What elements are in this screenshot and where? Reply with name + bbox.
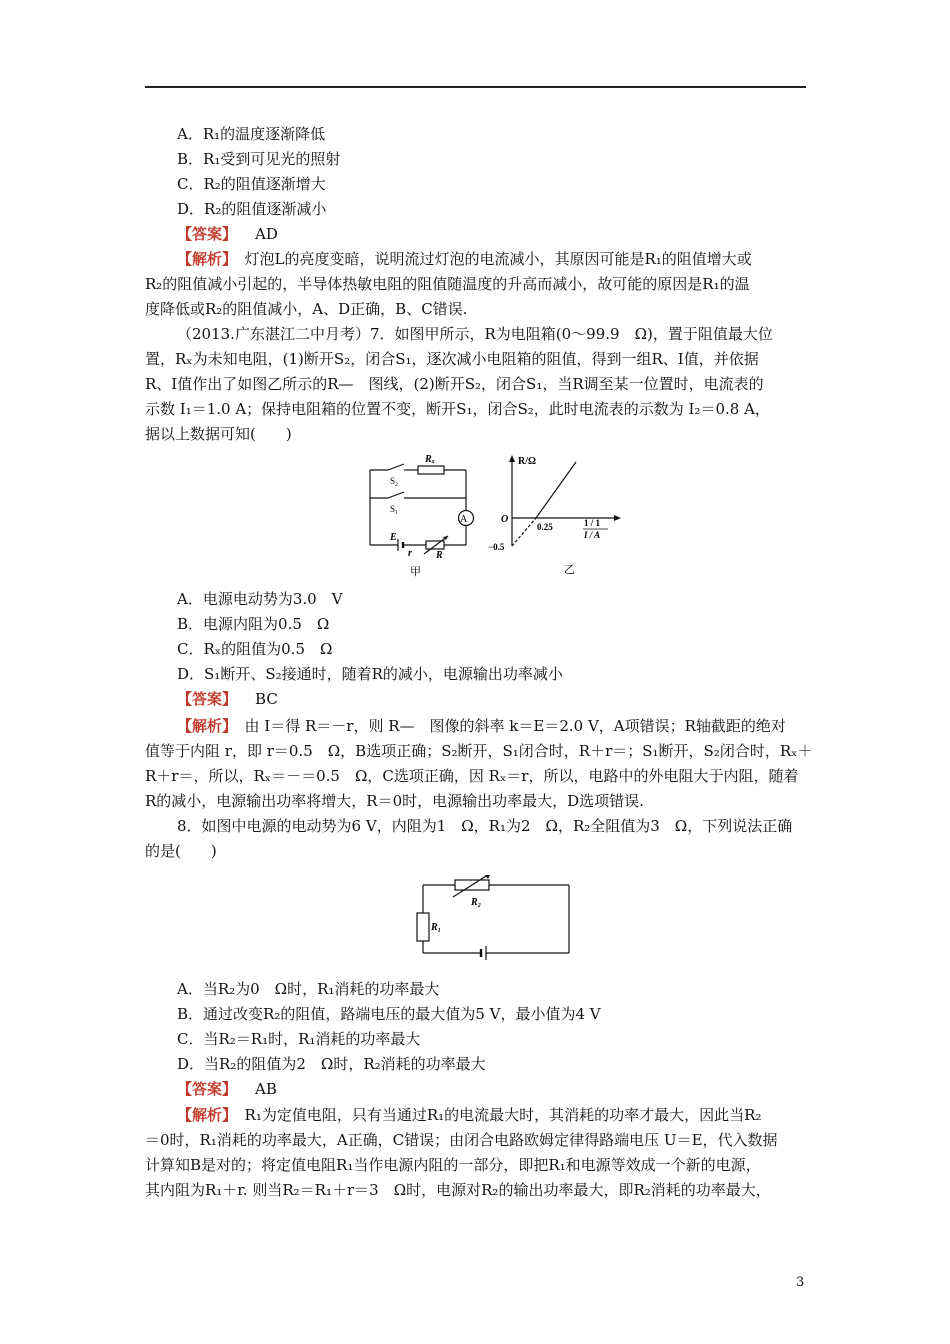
answer-line (177, 1077, 277, 1101)
analysis-text: 灯泡L的亮度变暗，说明流过灯泡的电流减小，其原因可能是R₁的阻值增大或 (244, 250, 752, 268)
header-rule (145, 86, 806, 88)
answer-value: AD (255, 225, 278, 243)
question-7-stem: 据以上数据可知( ) (145, 425, 292, 443)
question-7-stem: （2013.广东湛江二中月考）7．如图甲所示，R为电阻箱(0～99.9 Ω)，置于阻值最大位 (177, 325, 773, 343)
analysis-tag: 【解析】 (177, 717, 230, 735)
option-a: A．电源电动势为3.0 V (177, 590, 343, 608)
answer-line (177, 222, 278, 246)
option-b: B．通过改变R₂的阻值，路端电压的最大值为5 V，最小值为4 V (177, 1005, 601, 1023)
circuit-diagram-jia (360, 450, 485, 580)
option-b: B．电源内阻为0.5 Ω (177, 615, 330, 633)
option-c: C．Rₓ的阻值为0.5 Ω (177, 640, 333, 658)
analysis-text: R₂的阻值减小引起的，半导体热敏电阻的阻值随温度的升高而减小，故可能的原因是R₁的温 (145, 275, 750, 293)
analysis-text: 由 I＝得 R＝－r，则 R— 图像的斜率 k＝E＝2.0 V，A项错误；R轴截距的绝对 (244, 717, 786, 735)
answer-line (177, 687, 278, 711)
circuit-diagram-q8 (405, 875, 585, 973)
analysis-line (177, 1103, 761, 1127)
s1-label: S₁ (390, 504, 399, 514)
option-d: D．R₂的阻值逐渐减小 (177, 200, 327, 218)
answer-tag: 【答案】 (177, 225, 238, 243)
analysis-text: R＋r＝，所以，Rₓ＝－＝0.5 Ω，C选项正确，因 Rₓ＝r，所以，电路中的外电阻大于内阻，随着 (145, 767, 799, 785)
emf-label: E (390, 532, 397, 543)
x-axis-label-den: I / A (584, 530, 601, 540)
s2-label: S₂ (390, 476, 399, 486)
origin-label: O (501, 514, 509, 525)
option-d: D．当R₂的阻值为2 Ω时，R₂消耗的功率最大 (177, 1055, 486, 1073)
question-8-stem: 8．如图中电源的电动势为6 V，内阻为1 Ω，R₁为2 Ω，R₂全阻值为3 Ω，下列说法正确 (177, 817, 793, 835)
analysis-tag: 【解析】 (177, 1106, 230, 1124)
option-a: A．当R₂为0 Ω时，R₁消耗的功率最大 (177, 980, 440, 998)
analysis-text: 值等于内阻 r，即 r＝0.5 Ω，B选项正确；S₂断开，S₁闭合时，R＋r＝；S₁断开，S₂闭合时，Rₓ＋ (145, 742, 813, 760)
rbox-label: R (436, 550, 443, 561)
analysis-text: R₁为定值电阻，只有当通过R₁的电流最大时，其消耗的功率才最大，因此当R₂ (244, 1106, 762, 1124)
answer-value: AB (255, 1080, 277, 1098)
r1-label: R₁ (431, 922, 442, 933)
graph-line (536, 462, 576, 518)
analysis-line (177, 714, 786, 738)
r2-label: R₂ (471, 897, 482, 908)
y-axis-label: R/Ω (518, 456, 537, 467)
question-8-stem: 的是( ) (145, 842, 217, 860)
option-d: D．S₁断开、S₂接通时，随着R的减小，电源输出功率减小 (177, 665, 563, 683)
graph-yi (484, 450, 629, 580)
internal-r-label: r (408, 548, 412, 559)
analysis-tag: 【解析】 (177, 250, 230, 268)
question-7-stem: R、I值作出了如图乙所示的R— 图线，(2)断开S₂，闭合S₁，当R调至某一位置时，电流表的 (145, 375, 764, 393)
answer-value: BC (255, 690, 278, 708)
question-7-stem: 置，Rₓ为未知电阻，(1)断开S₂，闭合S₁，逐次减小电阻箱的阻值，得到一组R、I值，并依据 (145, 350, 759, 368)
answer-tag: 【答案】 (177, 690, 238, 708)
answer-tag: 【答案】 (177, 1080, 238, 1098)
x-tick-label: 0.25 (537, 522, 553, 532)
analysis-text: 其内阻为R₁＋r. 则当R₂＝R₁＋r＝3 Ω时，电源对R₂的输出功率最大，即R₂消耗的功率最大， (145, 1181, 771, 1199)
graph-extension (512, 518, 536, 546)
analysis-text: ＝0时，R₁消耗的功率最大，A正确，C错误；由闭合电路欧姆定律得路端电压 U＝E，代入数据 (145, 1131, 778, 1149)
option-c: C．R₂的阻值逐渐增大 (177, 175, 326, 193)
analysis-text: 度降低或R₂的阻值减小，A、D正确，B、C错误. (145, 300, 468, 318)
caption-yi: 乙 (564, 564, 575, 576)
option-c: C．当R₂＝R₁时，R₁消耗的功率最大 (177, 1030, 421, 1048)
analysis-text: 计算知B是对的；将定值电阻R₁当作电源内阻的一部分，即把R₁和电源等效成一个新的电源， (145, 1156, 761, 1174)
y-tick-label: −0.5 (488, 542, 505, 552)
page-number: 3 (796, 1275, 805, 1290)
analysis-text: R的减小，电源输出功率将增大，R＝0时，电源输出功率最大，D选项错误. (145, 792, 644, 810)
analysis-line (177, 247, 752, 271)
option-a: A．R₁的温度逐渐降低 (177, 125, 326, 143)
ammeter-label: A (460, 514, 468, 525)
x-axis-label-num: 1 / 1 (584, 518, 601, 528)
caption-jia: 甲 (410, 566, 421, 578)
question-7-stem: 示数 I₁＝1.0 A；保持电阻箱的位置不变，断开S₁，闭合S₂，此时电流表的示数为 I₂＝0.8 A， (145, 400, 770, 418)
rx-label: Rₓ (425, 454, 436, 465)
option-b: B．R₁受到可见光的照射 (177, 150, 341, 168)
